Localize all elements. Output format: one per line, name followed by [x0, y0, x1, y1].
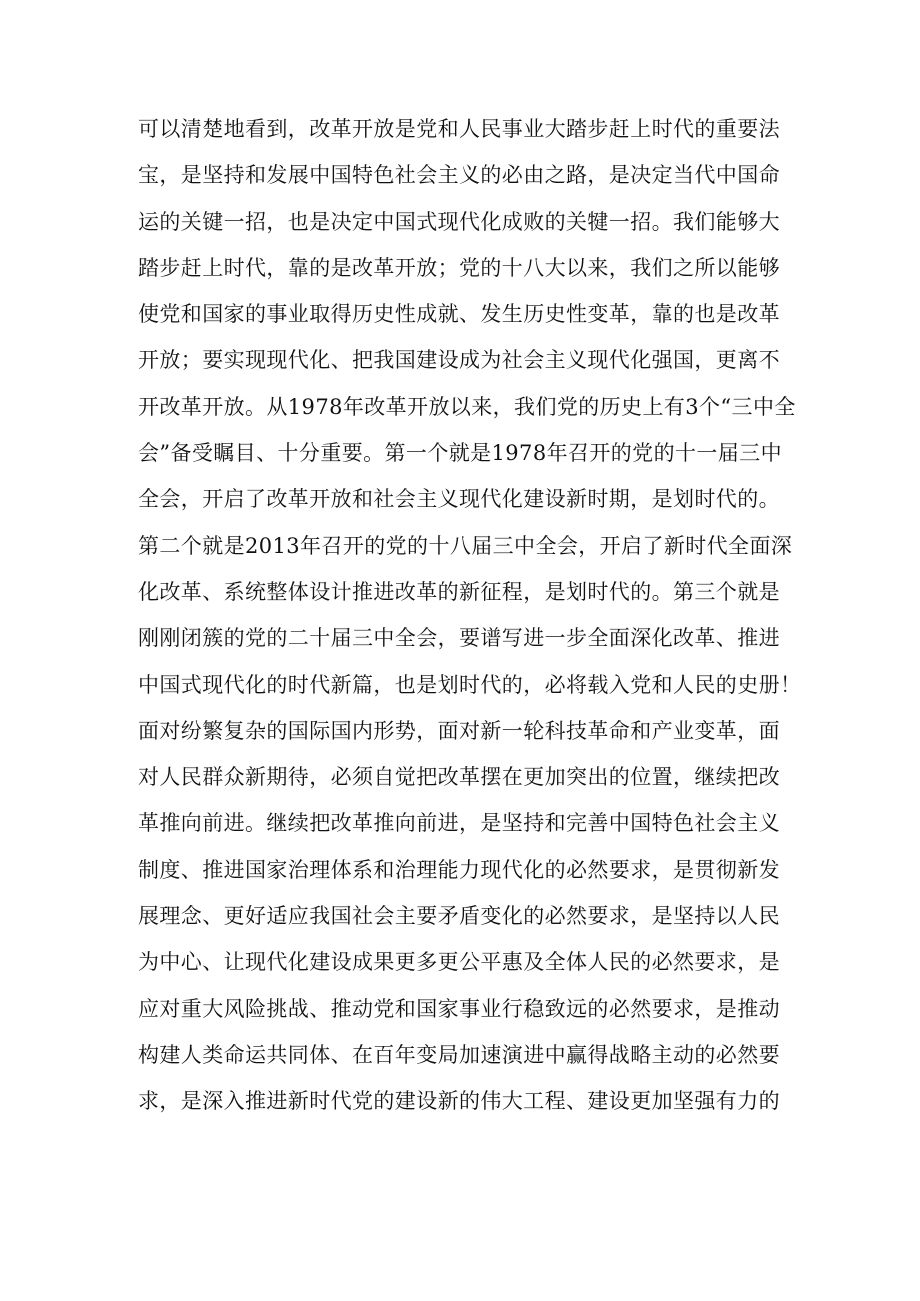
text-line: 踏步赶上时代，靠的是改革开放；党的十八大以来，我们之所以能够: [138, 255, 780, 280]
text-line: 运的关键一招，也是决定中国式现代化成败的关犍一招。我们能够大: [138, 209, 780, 234]
text-line: 对人民群众新期待，必须自觉把改革摆在更加突出的位置，继续把改: [138, 765, 780, 790]
text-line: 开改革开放。从1978年改革开放以来，我们党的历史上有3个“三中全: [138, 394, 796, 419]
body-text: [138, 106, 802, 1125]
text-line: 会”备受瞩目、十分重要。第一个就是1978年召开的党的十一届三中: [138, 441, 782, 466]
text-line: 可以清楚地看到，改革开放是党和人民事业大踏步赶上时代的重要法: [138, 117, 780, 141]
text-line: 使党和国家的事业取得历史性成就、发生历史性变革，靠的也是改革: [138, 302, 780, 327]
text-line: 第二个就是2013年召开的党的十八届三中全会，开启了新时代全面深: [138, 533, 793, 558]
text-line: 化改革、系统整体设计推进改革的新征程，是划时代的。第三个就是: [138, 579, 780, 604]
text-line: 应对重大风险挑战、推动党和国家事业行稳致远的必然要求，是推动: [138, 996, 780, 1021]
text-line: 制度、推进国家治理体系和治理能力现代化的必然要求，是贯彻新发: [138, 857, 780, 882]
text-line: 构建人类命运共同体、在百年变局加速演进中赢得战略主动的必然要: [138, 1042, 780, 1067]
text-line: 全会，开启了改革开放和社会主义现代化建设新时期，是划时代的。: [138, 487, 780, 512]
text-line: 为中心、让现代化建设成果更多更公平惠及全体人民的必然要求，是: [138, 950, 780, 975]
text-line: 展理念、更好适应我国社会主要矛盾变化的必然要求，是坚持以人民: [138, 904, 780, 929]
text-line: 革推向前进。继续把改革推向前进，是坚持和完善中国特色社会主义: [138, 811, 780, 836]
text-line: 刚刚闭簇的党的二十届三中全会，要谱写进一步全面深化改革、推进: [138, 626, 780, 651]
text-line: 求，是深入推进新时代党的建设新的伟大工程、建设更加坚强有力的: [138, 1089, 780, 1114]
text-line: 宝，是坚持和发展中国特色社会主义的必由之路，是决定当代中国命: [138, 163, 780, 188]
text-line: 面对纷繁复杂的国际国内形势，面对新一轮科技革命和产业变革，面: [138, 718, 780, 743]
text-line: 中国式现代化的时代新篇，也是划时代的，必将载入党和人民的史册！: [138, 672, 802, 697]
text-line: 开放；要实现现代化、把我国建设成为社会主义现代化强国，更离不: [138, 348, 780, 373]
